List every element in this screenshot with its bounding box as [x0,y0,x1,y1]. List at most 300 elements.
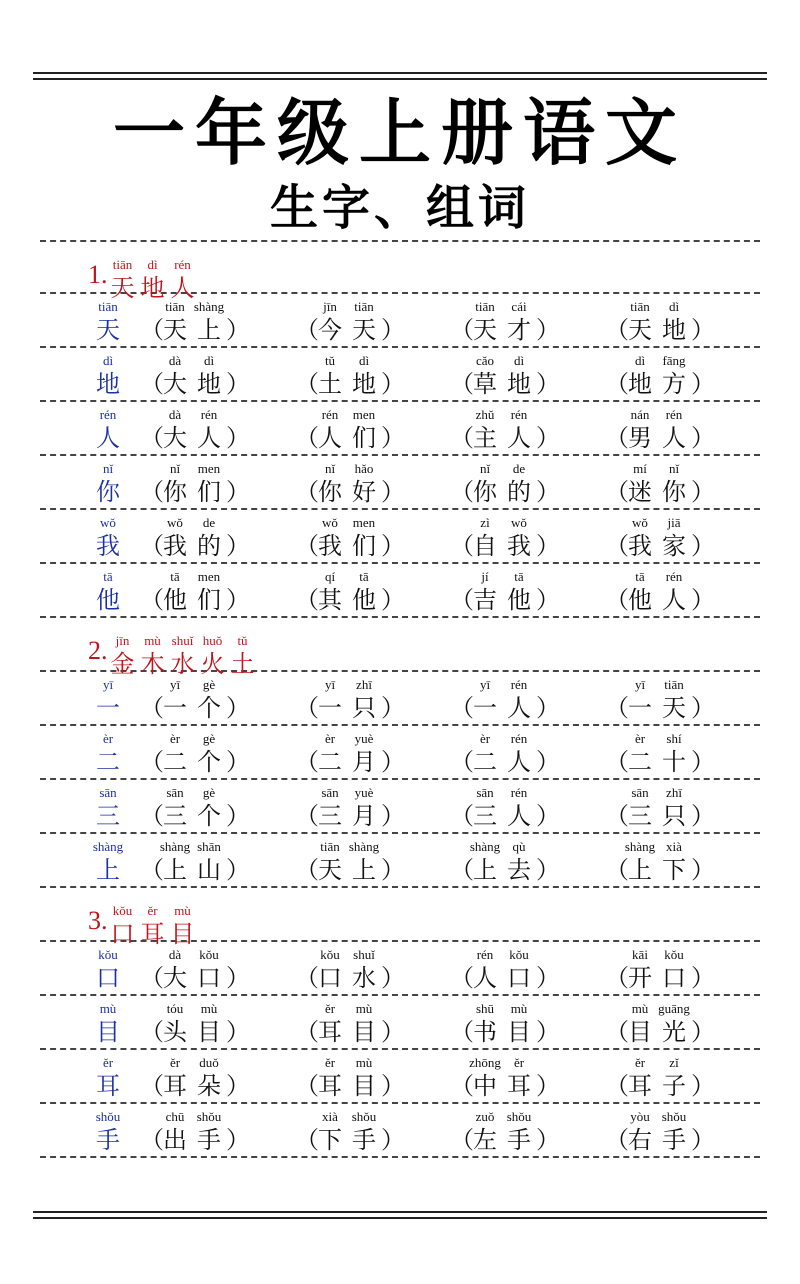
word-character [657,1002,691,1046]
pinyin: gè [202,677,216,692]
table-row [40,348,760,402]
close-paren: ） [691,424,715,452]
close-paren: ） [536,532,560,560]
open-paren: （ [450,748,474,776]
head-ruby [88,570,128,614]
hanzi: 天 [163,316,187,344]
hanzi: 三 [628,802,652,830]
hanzi: 手 [352,1126,376,1154]
pinyin: zhǔ [475,407,495,422]
pinyin: yī [634,677,646,692]
pinyin: wǒ [322,515,338,530]
head-character [88,1110,128,1154]
hanzi: 右 [628,1126,652,1154]
word-group [450,569,560,614]
hanzi: 三 [96,802,120,830]
hanzi: 一 [628,694,652,722]
hanzi: 开 [628,964,652,992]
word-character [468,732,502,776]
hanzi: 口 [507,964,531,992]
word-group [605,407,715,452]
hanzi: 天 [110,274,135,302]
pinyin: gè [202,731,216,746]
hanzi: 目 [628,1018,652,1046]
pinyin: kǒu [98,947,118,962]
head-character [88,732,128,776]
pinyin: kǒu [509,947,529,962]
pinyin: huǒ [202,633,223,648]
head-ruby [88,732,128,776]
table-row [40,672,760,726]
word-character [313,1002,347,1046]
close-paren: ） [226,1126,250,1154]
close-paren: ） [381,478,405,506]
close-paren: ） [536,964,560,992]
pinyin: shǒu [506,1109,532,1124]
word-character [313,300,347,344]
word-group [605,677,715,722]
pinyin: guāng [658,1001,690,1016]
word-character [158,300,192,344]
pinyin: mí [633,461,647,476]
close-paren: ） [691,370,715,398]
close-paren: ） [536,586,560,614]
pinyin: dì [634,353,646,368]
open-paren: （ [605,424,629,452]
hanzi: 目 [352,1018,376,1046]
open-paren: （ [450,478,474,506]
head-ruby [88,678,128,722]
head-ruby [88,462,128,506]
open-paren: （ [140,424,164,452]
head-character [88,840,128,884]
pinyin: dì [668,299,680,314]
word-character [623,570,657,614]
hanzi: 人 [507,424,531,452]
close-paren: ） [691,1126,715,1154]
hanzi: 他 [163,586,187,614]
close-paren: ） [226,316,250,344]
pinyin: dà [168,407,182,422]
hanzi: 耳 [140,920,165,948]
word-character [502,678,536,722]
word-group [450,407,560,452]
word-character [347,408,381,452]
hanzi: 人 [197,424,221,452]
close-paren: ） [691,964,715,992]
hanzi: 水 [170,650,195,678]
word-group [605,1109,715,1154]
pinyin: rén [510,677,528,692]
hanzi: 二 [163,748,187,776]
word-group [450,731,560,776]
open-paren: （ [140,532,164,560]
table-row [40,942,760,996]
hanzi: 的 [507,478,531,506]
word-group [605,1001,715,1046]
open-paren: （ [140,694,164,722]
hanzi: 耳 [163,1072,187,1100]
close-paren: ） [381,964,405,992]
pinyin: jīn [323,299,337,314]
word-character [313,462,347,506]
table-row [40,780,760,834]
word-character [192,732,226,776]
hanzi: 下 [318,1126,342,1154]
pinyin: jiā [667,515,681,530]
hanzi: 上 [628,856,652,884]
word-character [623,678,657,722]
hanzi: 目 [197,1018,221,1046]
pinyin: hǎo [354,461,374,476]
word-character [623,948,657,992]
table-row [40,1050,760,1104]
word-character [347,516,381,560]
open-paren: （ [450,1018,474,1046]
hanzi: 上 [96,856,120,884]
open-paren: （ [140,316,164,344]
word-character [192,462,226,506]
word-group [605,353,715,398]
hanzi: 手 [507,1126,531,1154]
word-group [295,839,405,884]
pinyin: nǐ [668,461,680,476]
close-paren: ） [381,316,405,344]
hanzi: 人 [662,586,686,614]
pinyin: rén [476,947,494,962]
word-character [347,1002,381,1046]
pinyin: sān [476,785,494,800]
close-paren: ） [381,694,405,722]
word-group [295,569,405,614]
hanzi: 家 [662,532,686,560]
head-character [88,516,128,560]
hanzi: 人 [507,748,531,776]
hanzi: 天 [318,856,342,884]
open-paren: （ [295,802,319,830]
hanzi: 迷 [628,478,652,506]
hanzi: 地 [96,370,120,398]
hanzi: 口 [110,920,135,948]
word-character [158,678,192,722]
table-row [40,834,760,888]
pinyin: wǒ [100,515,116,530]
pinyin: ěr [324,1055,336,1070]
hanzi: 耳 [507,1072,531,1100]
pinyin: mù [200,1001,218,1016]
pinyin: rén [665,407,683,422]
word-group [605,299,715,344]
hanzi: 我 [628,532,652,560]
hanzi: 你 [662,478,686,506]
word-character [158,732,192,776]
hanzi: 下 [662,856,686,884]
word-group [605,515,715,560]
open-paren: （ [140,748,164,776]
pinyin: ěr [324,1001,336,1016]
open-paren: （ [450,586,474,614]
hanzi: 的 [197,532,221,560]
hanzi: 他 [507,586,531,614]
hanzi: 大 [163,964,187,992]
vocabulary-table [40,240,760,1158]
hanzi: 上 [352,856,376,884]
word-group [450,1055,560,1100]
pinyin: mù [144,633,161,648]
hanzi: 耳 [318,1018,342,1046]
word-character [623,1110,657,1154]
hanzi: 口 [318,964,342,992]
close-paren: ） [381,1072,405,1100]
hanzi: 人 [318,424,342,452]
hanzi: 大 [163,370,187,398]
word-group [605,785,715,830]
pinyin: cǎo [475,353,495,368]
open-paren: （ [295,424,319,452]
pinyin: de [512,461,526,476]
word-group [295,1001,405,1046]
table-row [40,402,760,456]
hanzi: 上 [163,856,187,884]
word-character [468,300,502,344]
word-character [502,840,536,884]
pinyin: shàng [348,839,380,854]
pinyin: yī [169,677,181,692]
pinyin: mù [174,903,191,918]
pinyin: tā [359,569,369,584]
word-group [450,1109,560,1154]
hanzi: 地 [662,316,686,344]
close-paren: ） [691,694,715,722]
head-character [88,948,128,992]
word-group [605,731,715,776]
pinyin: yuè [354,731,374,746]
word-character [623,354,657,398]
word-group [140,407,250,452]
word-character [657,300,691,344]
open-paren: （ [605,316,629,344]
pinyin: rén [510,407,528,422]
word-group [140,947,250,992]
pinyin: men [197,569,221,584]
close-paren: ） [536,748,560,776]
pinyin: ěr [169,1055,181,1070]
word-group [295,1055,405,1100]
word-character [192,408,226,452]
open-paren: （ [605,370,629,398]
pinyin: tiān [630,299,650,314]
word-character [657,516,691,560]
word-character [657,948,691,992]
word-character [657,786,691,830]
word-character [192,1110,226,1154]
close-paren: ） [536,1018,560,1046]
hanzi: 月 [352,748,376,776]
word-character [468,408,502,452]
hanzi: 们 [197,586,221,614]
pinyin: tiān [112,257,133,272]
word-character [192,786,226,830]
close-paren: ） [381,1126,405,1154]
word-character [623,462,657,506]
head-character [88,1002,128,1046]
close-paren: ） [226,532,250,560]
section-number: 3. [88,906,108,935]
open-paren: （ [295,1018,319,1046]
top-double-rule [33,72,767,80]
close-paren: ） [226,370,250,398]
head-ruby [88,516,128,560]
pinyin: èr [102,731,114,746]
close-paren: ） [381,856,405,884]
open-paren: （ [605,478,629,506]
table-row [40,996,760,1050]
open-paren: （ [140,1072,164,1100]
hanzi: 子 [662,1072,686,1100]
pinyin: shǒu [661,1109,687,1124]
close-paren: ） [381,370,405,398]
open-paren: （ [605,964,629,992]
word-group [450,947,560,992]
word-character [347,354,381,398]
word-character [158,408,192,452]
pinyin: shàng [624,839,656,854]
pinyin: tiān [475,299,495,314]
hanzi: 人 [473,964,497,992]
hanzi: 个 [197,748,221,776]
pinyin: wǒ [511,515,527,530]
head-character [88,300,128,344]
word-character [313,1110,347,1154]
word-character [502,948,536,992]
table-row [40,564,760,618]
head-ruby [88,1056,128,1100]
close-paren: ） [691,478,715,506]
table-row [40,726,760,780]
pinyin: men [352,407,376,422]
pinyin: ěr [634,1055,646,1070]
pinyin: dà [168,947,182,962]
word-character [468,1002,502,1046]
hanzi: 手 [96,1126,120,1154]
pinyin: gè [202,785,216,800]
word-group [140,839,250,884]
open-paren: （ [605,694,629,722]
pinyin: zuǒ [475,1109,495,1124]
pinyin: èr [479,731,491,746]
pinyin: rén [510,731,528,746]
word-group [605,461,715,506]
word-character [502,1002,536,1046]
word-group [140,299,250,344]
hanzi: 其 [318,586,342,614]
word-character [158,462,192,506]
pinyin: zhī [356,677,372,692]
pinyin: èr [634,731,646,746]
pinyin: xià [666,839,682,854]
word-character [192,1056,226,1100]
word-group [450,839,560,884]
pinyin: tǔ [324,353,336,368]
open-paren: （ [450,370,474,398]
word-character [313,840,347,884]
word-character [158,840,192,884]
pinyin: kāi [632,947,648,962]
word-character [468,516,502,560]
pinyin: yòu [630,1109,650,1124]
word-character [192,840,226,884]
pinyin: rén [510,785,528,800]
hanzi: 二 [628,748,652,776]
pinyin: cái [511,299,527,314]
hanzi: 们 [352,532,376,560]
close-paren: ） [536,424,560,452]
bottom-double-rule [33,1211,767,1219]
open-paren: （ [295,316,319,344]
hanzi: 二 [318,748,342,776]
hanzi: 水 [352,964,376,992]
word-group [450,299,560,344]
hanzi: 他 [352,586,376,614]
open-paren: （ [140,856,164,884]
close-paren: ） [226,802,250,830]
hanzi: 目 [170,920,195,948]
close-paren: ） [226,964,250,992]
word-group [140,461,250,506]
hanzi: 上 [197,316,221,344]
hanzi: 他 [96,586,120,614]
word-character [192,570,226,614]
word-character [347,570,381,614]
section-header [40,888,760,948]
hanzi: 十 [662,748,686,776]
hanzi: 三 [473,802,497,830]
hanzi: 他 [628,586,652,614]
word-character [313,516,347,560]
pinyin: èr [169,731,181,746]
close-paren: ） [226,1018,250,1046]
word-character [468,1110,502,1154]
word-character [502,516,536,560]
head-character [88,786,128,830]
pinyin: sān [99,785,117,800]
hanzi: 人 [507,694,531,722]
close-paren: ） [226,748,250,776]
pinyin: tā [514,569,524,584]
word-character [657,354,691,398]
head-ruby [88,354,128,398]
hanzi: 口 [197,964,221,992]
pinyin: mù [510,1001,528,1016]
pinyin: tā [170,569,180,584]
word-character [313,570,347,614]
pinyin: èr [324,731,336,746]
close-paren: ） [691,1072,715,1100]
pinyin: shān [197,839,221,854]
word-character [347,678,381,722]
word-character [623,1002,657,1046]
hanzi: 个 [197,802,221,830]
table-row [40,456,760,510]
head-character [88,462,128,506]
word-group [140,515,250,560]
head-ruby [88,786,128,830]
pinyin: nǐ [169,461,181,476]
hanzi: 耳 [628,1072,652,1100]
hanzi: 今 [318,316,342,344]
word-character [192,300,226,344]
hanzi: 我 [318,532,342,560]
